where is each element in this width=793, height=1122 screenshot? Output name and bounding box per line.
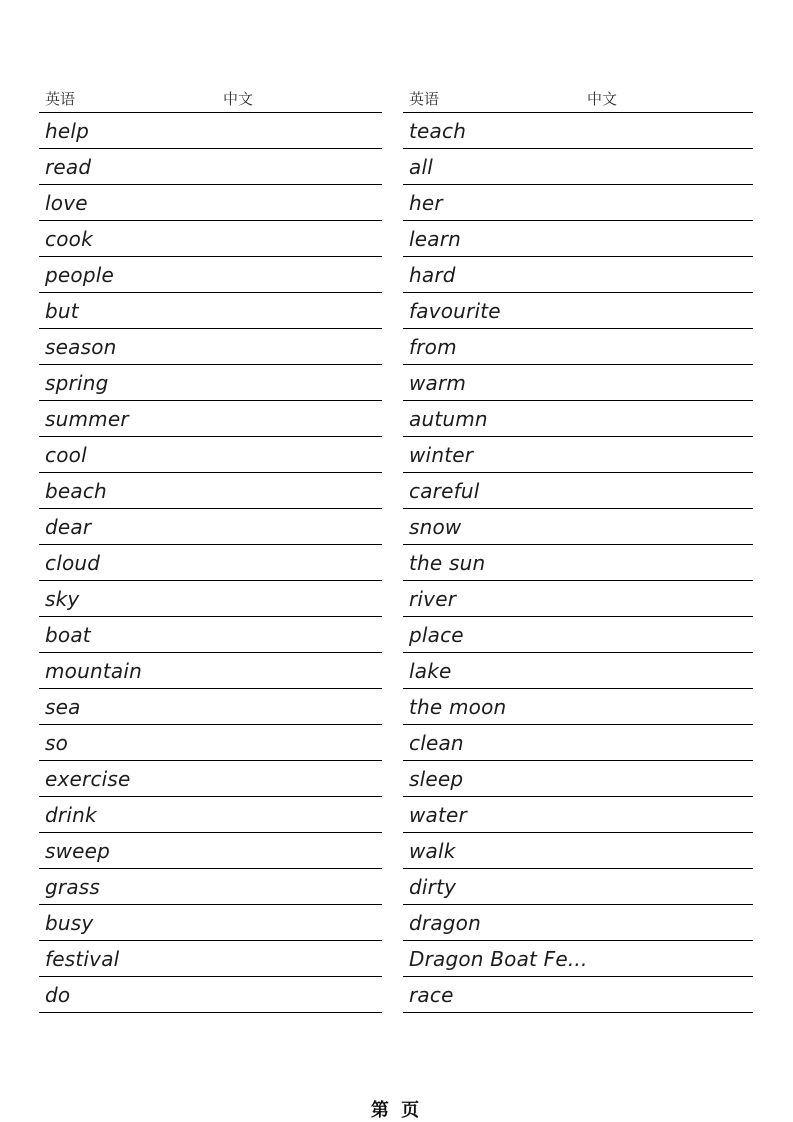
table-row (39, 473, 382, 509)
word-cell: grass (45, 874, 101, 899)
word-cell: read (45, 154, 92, 179)
header-english-label: 英语 (45, 90, 76, 108)
word-cell: teach (409, 118, 467, 143)
table-row (39, 833, 382, 869)
word-cell: cool (45, 442, 87, 467)
word-cell: the moon (409, 694, 507, 719)
table-row (403, 689, 753, 725)
word-cell: do (45, 982, 71, 1007)
word-cell: exercise (45, 766, 131, 791)
header-english-label: 英语 (409, 90, 440, 108)
table-row (39, 113, 382, 149)
word-cell: water (409, 802, 467, 827)
word-cell: place (409, 622, 464, 647)
table-row (39, 401, 382, 437)
table-row (39, 257, 382, 293)
word-cell: boat (45, 622, 91, 647)
table-row (403, 581, 753, 617)
word-cell: dirty (409, 874, 457, 899)
table-row (403, 293, 753, 329)
table-row (39, 653, 382, 689)
table-row (403, 869, 753, 905)
table-row (39, 689, 382, 725)
word-cell: dear (45, 514, 92, 539)
table-row (403, 473, 753, 509)
table-row (403, 509, 753, 545)
table-row (403, 149, 753, 185)
table-row (403, 941, 753, 977)
word-cell: spring (45, 370, 109, 395)
word-cell: walk (409, 838, 456, 863)
table-rows (403, 112, 753, 1013)
word-cell: love (45, 190, 88, 215)
word-cell: beach (45, 478, 107, 503)
table-row (403, 653, 753, 689)
word-cell: race (409, 982, 454, 1007)
word-cell: but (45, 298, 79, 323)
table-row (39, 941, 382, 977)
word-cell: sleep (409, 766, 464, 791)
table-row (403, 329, 753, 365)
table-row (403, 797, 753, 833)
word-cell: autumn (409, 406, 488, 431)
word-cell: mountain (45, 658, 143, 683)
table-row (403, 185, 753, 221)
table-header-row (39, 85, 382, 112)
vocab-table-right (403, 85, 753, 1013)
table-row (39, 761, 382, 797)
table-row (39, 725, 382, 761)
table-row (403, 977, 753, 1013)
word-cell: clean (409, 730, 464, 755)
table-row (39, 509, 382, 545)
word-cell: season (45, 334, 117, 359)
table-row (403, 905, 753, 941)
word-cell: hard (409, 262, 456, 287)
table-row (403, 545, 753, 581)
word-cell: help (45, 118, 90, 143)
table-row (403, 725, 753, 761)
word-cell: so (45, 730, 69, 755)
table-header-row (403, 85, 753, 112)
word-cell: warm (409, 370, 467, 395)
word-cell: the sun (409, 550, 486, 575)
vocab-table-left (39, 85, 382, 1013)
table-row (403, 113, 753, 149)
table-row (403, 437, 753, 473)
word-cell: favourite (409, 298, 501, 323)
table-row (39, 149, 382, 185)
word-cell: winter (409, 442, 474, 467)
table-row (403, 221, 753, 257)
table-row (39, 437, 382, 473)
word-cell: learn (409, 226, 462, 251)
table-row (403, 617, 753, 653)
word-cell: sweep (45, 838, 111, 863)
word-cell: dragon (409, 910, 481, 935)
word-cell: lake (409, 658, 452, 683)
word-cell: summer (45, 406, 129, 431)
word-cell: cook (45, 226, 93, 251)
table-row (39, 617, 382, 653)
word-cell: drink (45, 802, 97, 827)
table-row (403, 365, 753, 401)
word-cell: sky (45, 586, 80, 611)
table-row (403, 401, 753, 437)
table-row (39, 977, 382, 1013)
word-cell: busy (45, 910, 94, 935)
word-cell: her (409, 190, 443, 215)
table-row (39, 581, 382, 617)
word-cell: careful (409, 478, 480, 503)
table-row (403, 761, 753, 797)
table-row (39, 797, 382, 833)
table-rows (39, 112, 382, 1013)
word-cell: people (45, 262, 114, 287)
word-cell: cloud (45, 550, 101, 575)
word-cell: snow (409, 514, 462, 539)
word-cell: festival (45, 946, 120, 971)
page-number-footer: 第 页 (370, 1100, 423, 1121)
word-cell: river (409, 586, 457, 611)
table-row (39, 293, 382, 329)
table-row (39, 365, 382, 401)
header-chinese-label: 中文 (223, 90, 254, 108)
table-row (403, 257, 753, 293)
table-row (39, 545, 382, 581)
word-cell: sea (45, 694, 81, 719)
table-row (39, 869, 382, 905)
table-row (39, 905, 382, 941)
word-cell: from (409, 334, 457, 359)
word-cell: Dragon Boat Fe... (409, 946, 588, 971)
table-row (39, 221, 382, 257)
header-chinese-label: 中文 (587, 90, 618, 108)
table-row (403, 833, 753, 869)
word-cell: all (409, 154, 433, 179)
table-row (39, 329, 382, 365)
table-row (39, 185, 382, 221)
